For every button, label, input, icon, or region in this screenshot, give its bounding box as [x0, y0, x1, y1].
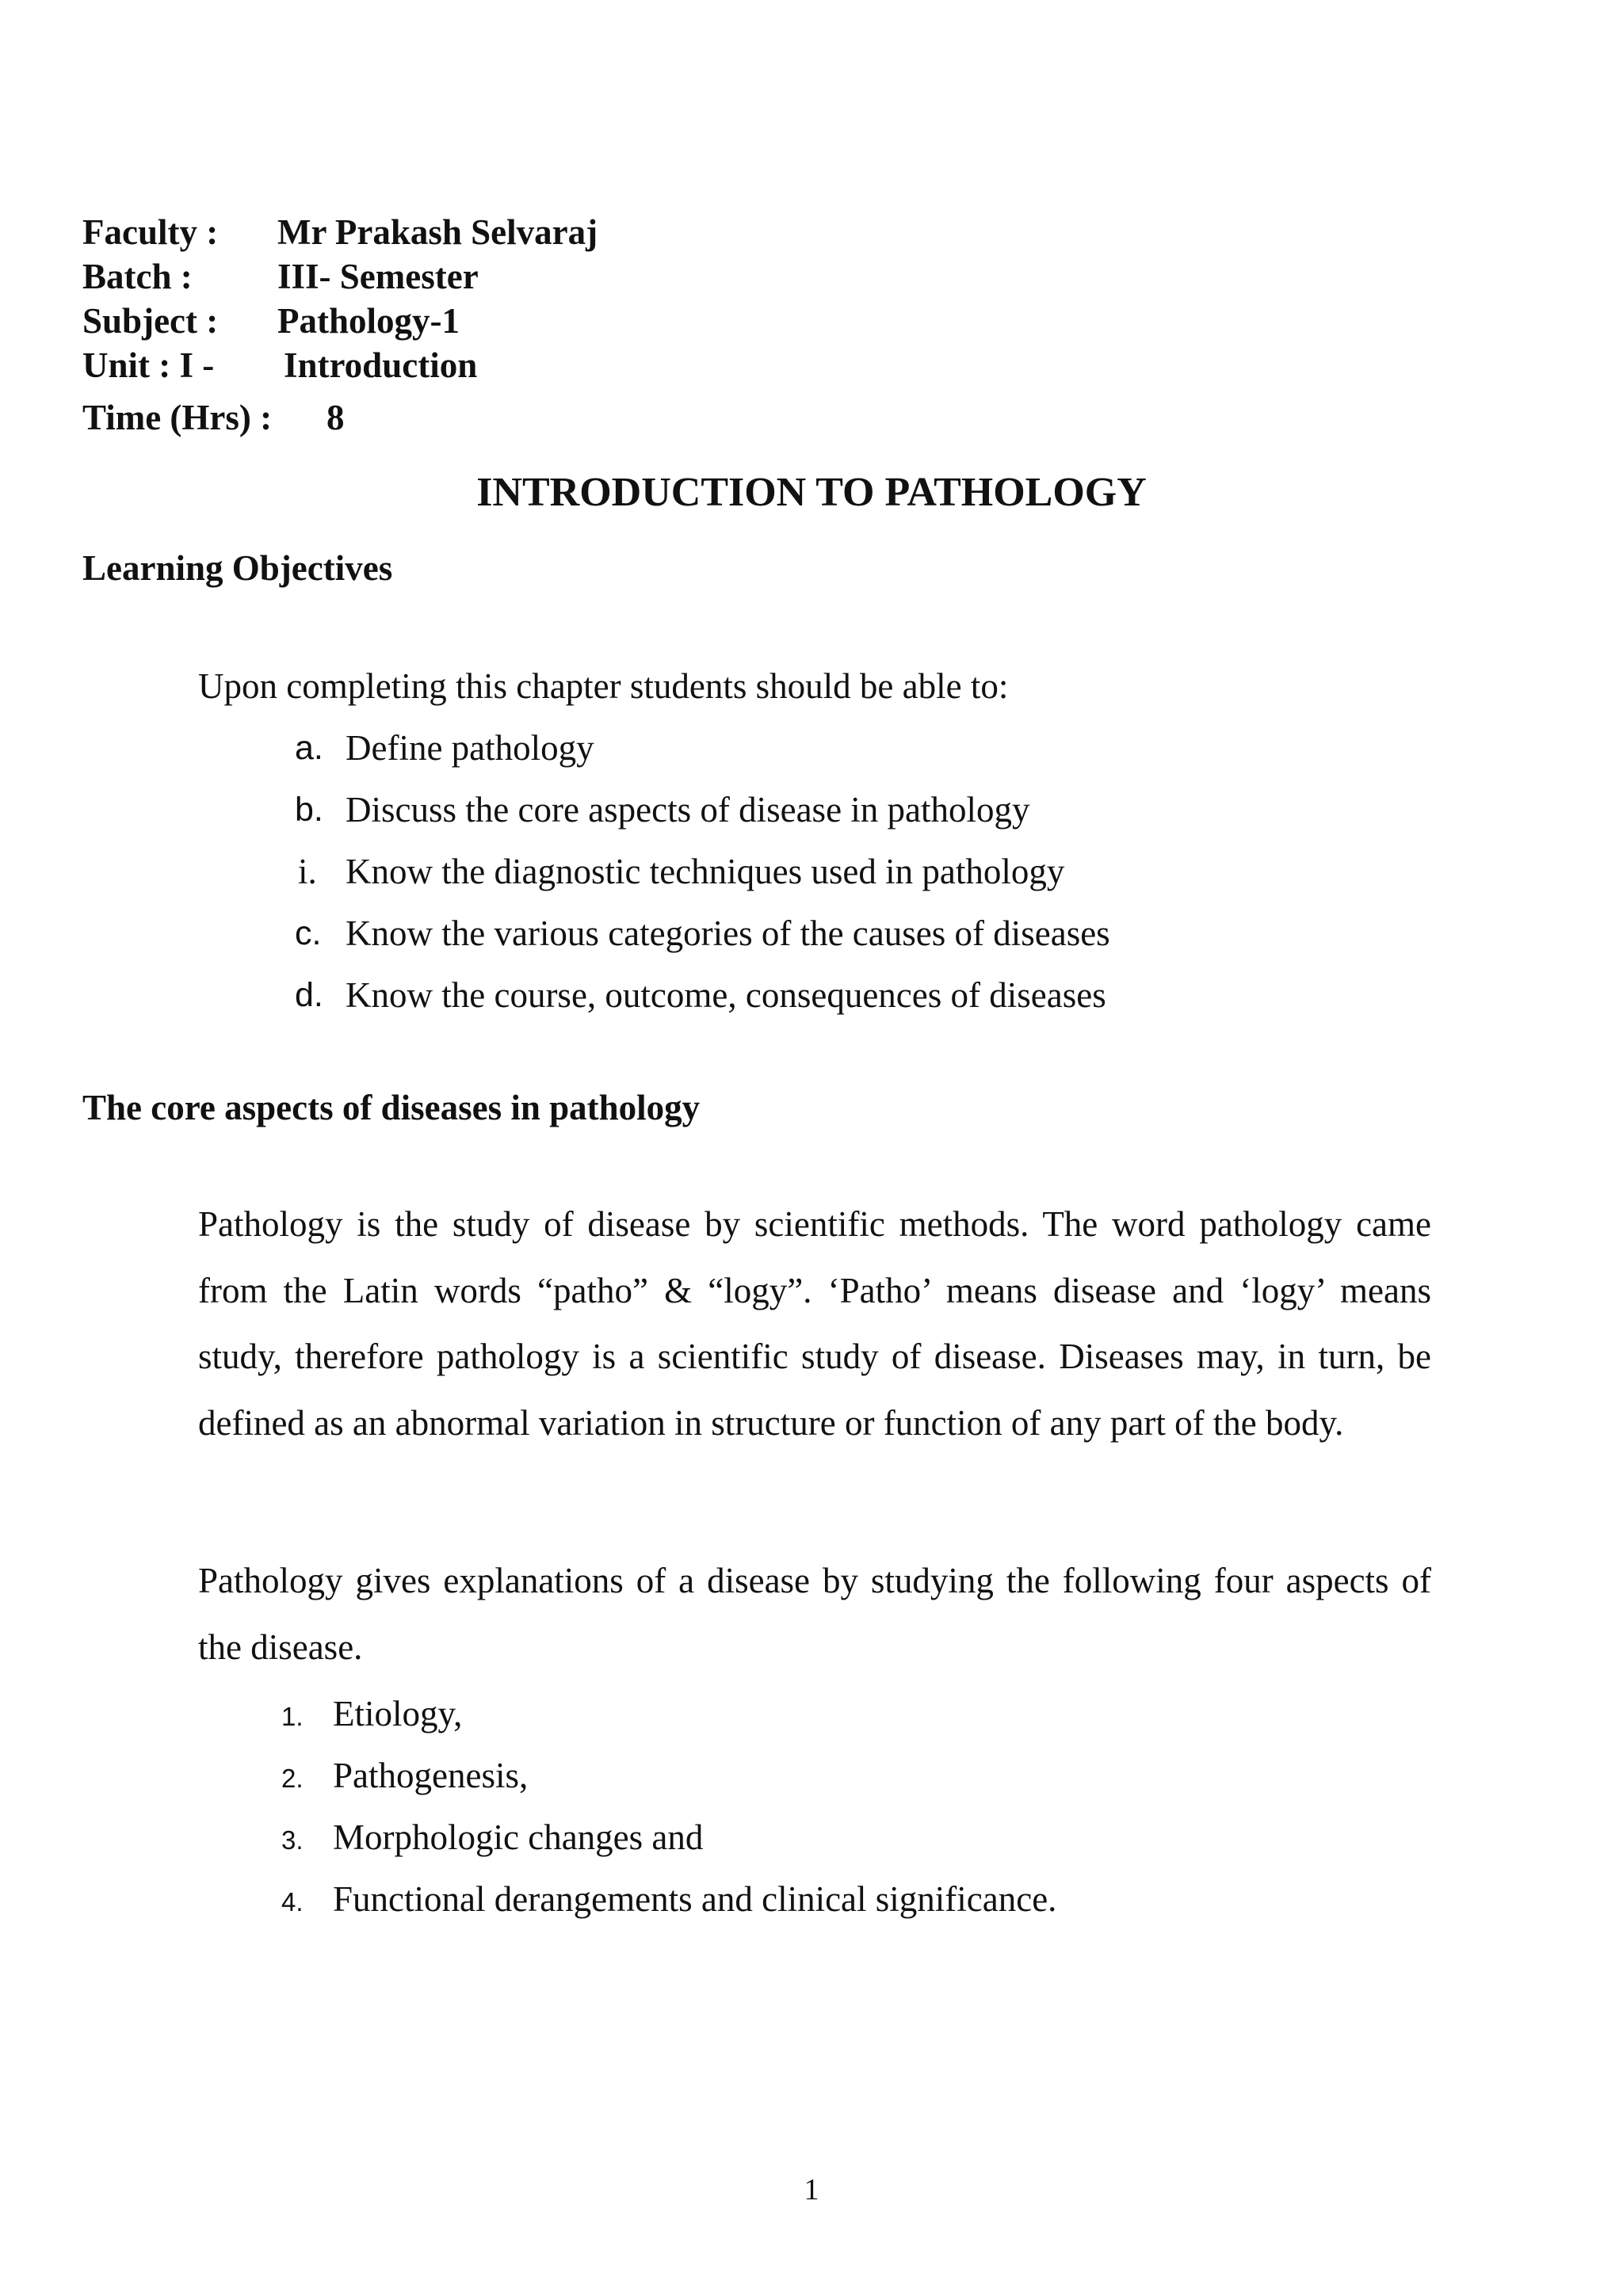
faculty-value: Mr Prakash Selvaraj [277, 212, 598, 252]
subject-label: Subject : [82, 301, 219, 341]
aspect-number: 4. [281, 1887, 304, 1917]
objective-text: Know the diagnostic techniques used in pathology [346, 852, 1065, 891]
batch-label: Batch : [82, 257, 193, 296]
unit-label: Unit : I - [82, 345, 215, 385]
aspect-text: Etiology, [333, 1694, 463, 1733]
objectives-intro: Upon completing this chapter students should be able to: [198, 666, 1009, 706]
aspects-intro-paragraph: Pathology gives explanations of a disease by studying the following four aspects of the disease. [198, 1561, 1431, 1667]
aspect-text: Pathogenesis, [333, 1756, 529, 1795]
objective-text: Know the various categories of the causes of diseases [346, 913, 1110, 953]
aspect-number: 1. [281, 1702, 304, 1731]
objective-marker: i. [298, 852, 317, 891]
objective-marker: d. [295, 976, 323, 1014]
batch-value: III- Semester [277, 257, 479, 296]
unit-value: Introduction [284, 345, 478, 385]
objective-marker: c. [295, 914, 322, 952]
learning-objectives-heading: Learning Objectives [82, 548, 393, 588]
time-label: Time (Hrs) : [82, 398, 273, 437]
aspect-number: 2. [281, 1764, 304, 1793]
core-aspects-heading: The core aspects of diseases in pathology [82, 1088, 701, 1127]
aspect-number: 3. [281, 1825, 304, 1855]
aspect-text: Functional derangements and clinical significance. [333, 1879, 1057, 1919]
objective-marker: b. [295, 791, 323, 829]
page-number: 1 [804, 2173, 819, 2206]
aspect-text: Morphologic changes and [333, 1817, 704, 1857]
subject-value: Pathology-1 [277, 301, 460, 341]
objective-text: Know the course, outcome, consequences of diseases [346, 975, 1106, 1015]
definition-paragraph: Pathology is the study of disease by scientific methods. The word pathology came from the Latin words “patho” & “logy”. ‘Patho’ means disease and ‘logy’ means study, therefore pathology is a scientific study of disease. Diseases may, in turn, be defined as an abnormal variation in structure or function of any part of the body. [198, 1204, 1431, 1443]
objective-text: Discuss the core aspects of disease in pathology [346, 790, 1030, 830]
time-value: 8 [327, 398, 345, 437]
faculty-label: Faculty : [82, 212, 219, 252]
objective-marker: a. [295, 729, 323, 767]
page-title: INTRODUCTION TO PATHOLOGY [476, 470, 1147, 515]
objective-text: Define pathology [346, 728, 594, 768]
